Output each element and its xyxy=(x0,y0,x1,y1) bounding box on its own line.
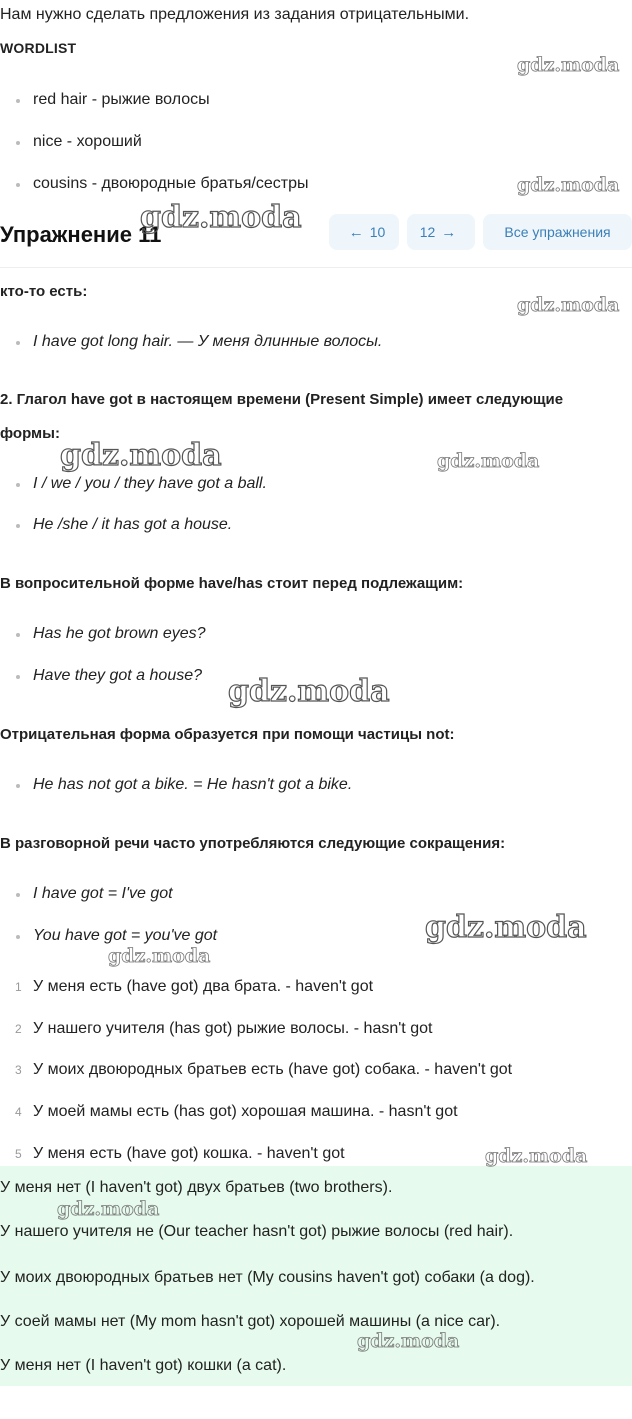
watermark: gdz.moda xyxy=(437,450,540,472)
arrow-right-icon: → xyxy=(441,223,457,241)
answer-line: У нашего учителя не (Our teacher hasn't got) рыжие волосы (red hair). xyxy=(0,1223,514,1240)
rule2-line1: 2. Глагол have got в настоящем времени (Present Simple) имеет следующие xyxy=(0,391,564,408)
list-item xyxy=(15,1103,458,1121)
list-item: I / we / you / they have got a ball. xyxy=(33,475,267,492)
watermark: gdz.moda xyxy=(108,945,211,967)
list-item xyxy=(15,1061,513,1079)
answer-line: У соей мамы нет (My mom hasn't got) хорошей машины (a nice car). xyxy=(0,1313,501,1330)
next-exercise-label: 12 xyxy=(419,224,436,240)
item-text: У меня есть (have got) два брата. - haven't got xyxy=(33,978,374,995)
watermark: gdz.moda xyxy=(425,910,587,945)
list-item: You have got = you've got xyxy=(33,927,218,944)
next-exercise-button[interactable] xyxy=(407,214,475,250)
list-item xyxy=(15,1145,345,1163)
answer-line: У меня нет (I haven't got) двух братьев (two brothers). xyxy=(0,1179,393,1196)
item-number: 2 xyxy=(15,1022,22,1036)
exercise-title: Упражнение 11 xyxy=(0,222,162,247)
list-item: He /she / it has got a house. xyxy=(33,516,233,533)
item-number: 1 xyxy=(15,980,22,994)
item-text: У моей мамы есть (has got) хорошая машина. - hasn't got xyxy=(33,1103,458,1120)
item-text: У меня есть (have got) кошка. - haven't got xyxy=(33,1145,345,1162)
list-item: cousins - двоюродные братья/сестры xyxy=(33,175,309,192)
watermark: gdz.moda xyxy=(228,674,390,709)
item-number: 4 xyxy=(15,1105,22,1119)
arrow-left-icon: ← xyxy=(348,223,364,241)
wordlist-title: WORDLIST xyxy=(0,40,77,56)
list-item: I have got = I've got xyxy=(33,885,173,902)
item-number: 5 xyxy=(15,1147,22,1161)
watermark: gdz.moda xyxy=(517,174,620,196)
list-item xyxy=(15,1020,433,1038)
prev-exercise-button[interactable] xyxy=(329,214,399,250)
list-item: red hair - рыжие волосы xyxy=(33,91,210,108)
intro-text: Нам нужно сделать предложения из задания отрицательными. xyxy=(0,6,470,23)
answer-line: У моих двоюродных братьев нет (My cousins haven't got) собаки (a dog). xyxy=(0,1269,535,1286)
negative-heading: Отрицательная форма образуется при помощи частицы not: xyxy=(0,726,455,743)
item-text: У нашего учителя (has got) рыжие волосы. - hasn't got xyxy=(33,1020,433,1037)
rule2-line2: формы: xyxy=(0,425,60,442)
rule1-text: кто-то есть: xyxy=(0,283,88,300)
list-item: He has not got a bike. = He hasn't got a bike. xyxy=(33,776,353,793)
watermark: gdz.moda xyxy=(517,54,620,76)
watermark: gdz.moda xyxy=(485,1145,588,1167)
list-item: Have they got a house? xyxy=(33,667,203,684)
item-text: У моих двоюродных братьев есть (have got) собака. - haven't got xyxy=(33,1061,513,1078)
contractions-heading: В разговорной речи часто употребляются следующие сокращения: xyxy=(0,835,506,852)
list-item: I have got long hair. — У меня длинные волосы. xyxy=(33,333,383,350)
questions-heading: В вопросительной форме have/has стоит перед подлежащим: xyxy=(0,575,464,592)
list-item: nice - хороший xyxy=(33,133,142,150)
watermark: gdz.moda xyxy=(517,294,620,316)
prev-exercise-label: 10 xyxy=(369,224,386,240)
list-item xyxy=(15,978,374,996)
list-item: Has he got brown eyes? xyxy=(33,625,206,642)
all-exercises-button[interactable]: Все упражнения xyxy=(483,214,632,250)
item-number: 3 xyxy=(15,1063,22,1077)
answer-line: У меня нет (I haven't got) кошки (a cat). xyxy=(0,1357,287,1374)
watermark: gdz.moda xyxy=(60,438,222,473)
